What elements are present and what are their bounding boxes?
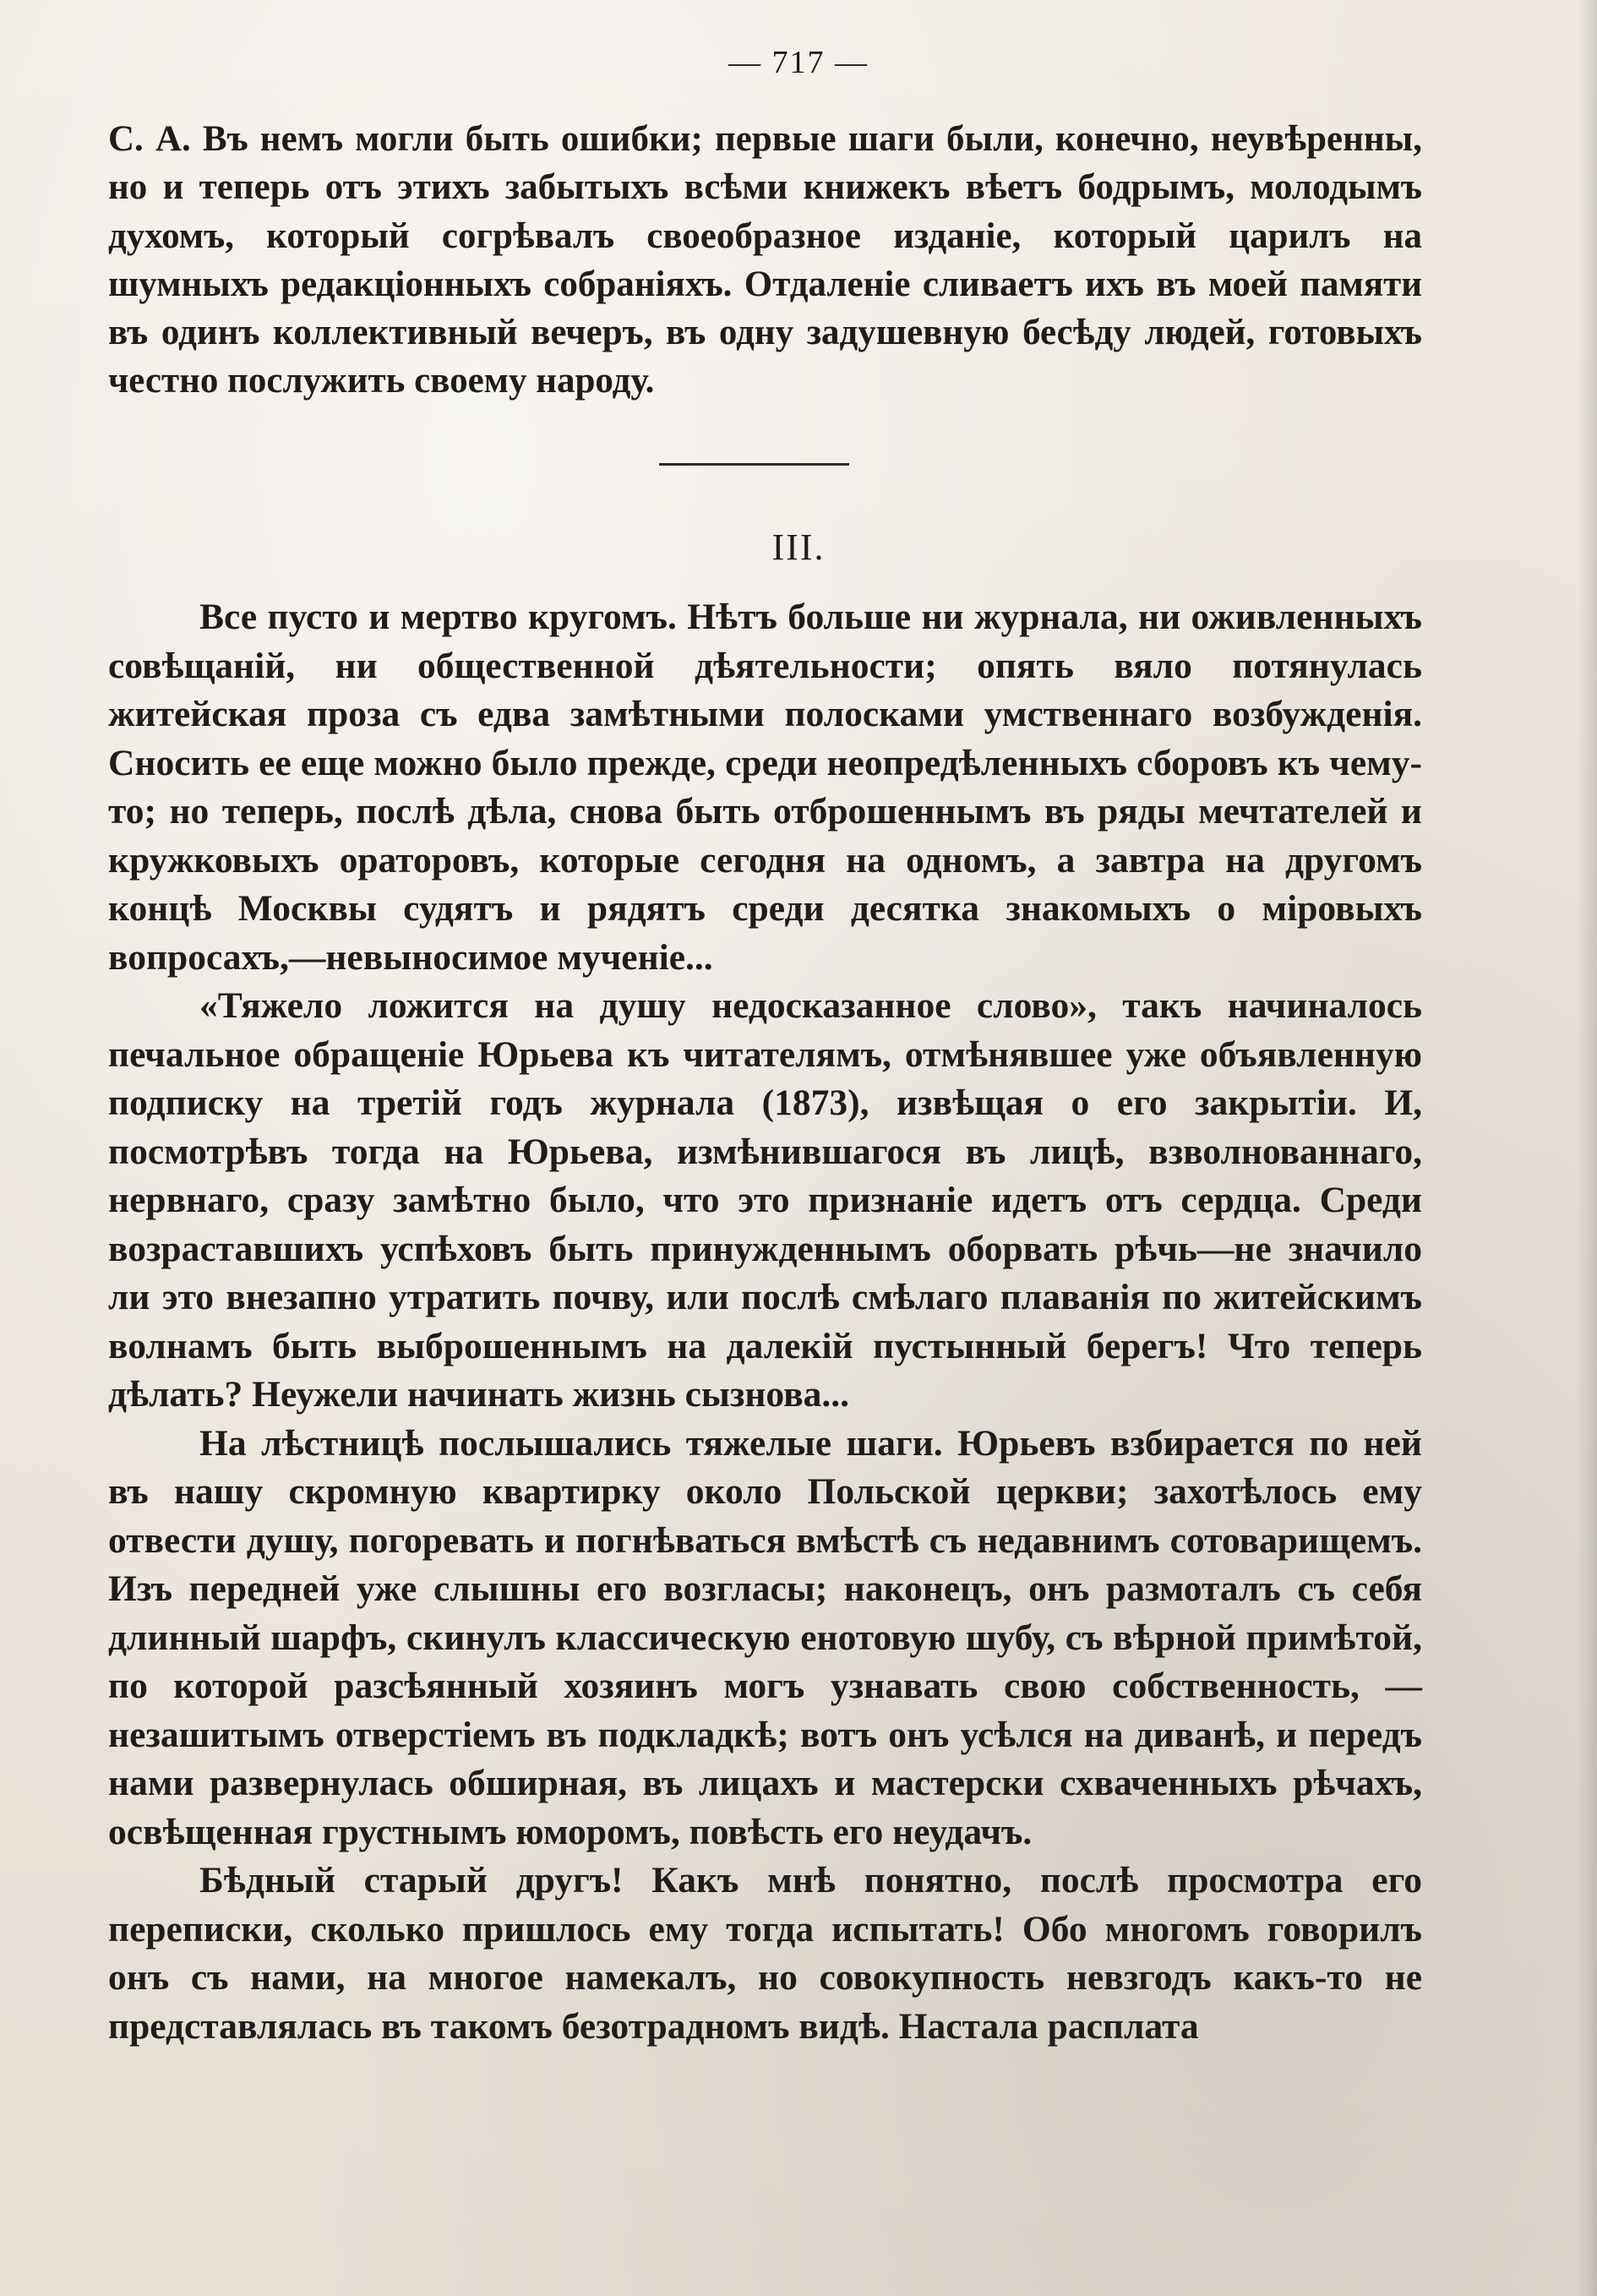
section-heading: III. xyxy=(771,526,826,568)
paragraph-1: Все пусто и мертво кругомъ. Нѣтъ больше ни журнала, ни оживленныхъ совѣщаній, ни общественной дѣятельности; опять вяло потянулась житейская проза съ едва замѣтными полосками умственнаго возбужденія. Сносить ее еще можно было прежде, среди неопредѣленныхъ сборовъ къ чему-то; но теперь, послѣ дѣла, снова быть отброшеннымъ въ ряды мечтателей и кружковыхъ ораторовъ, которые сегодня на одномъ, а завтра на другомъ концѣ Москвы судятъ и рядятъ среди десятка знакомыхъ о міровыхъ вопросахъ,—невыносимое мученіе... xyxy=(108,597,1422,978)
section-divider xyxy=(659,463,849,466)
intro-paragraph: С. А. Въ немъ могли быть ошибки; первые шаги были, конечно, неувѣренны, но и теперь отъ этихъ забытыхъ всѣми книжекъ вѣетъ бодрымъ, молодымъ духомъ, который согрѣвалъ своеобразное изданіе, который царилъ на шумныхъ редакціонныхъ собраніяхъ. Отдаленіе сливаетъ ихъ въ моей памяти въ одинъ коллективный вечеръ, въ одну задушевную бесѣду людей, готовыхъ честно послужить своему народу. xyxy=(108,119,1422,401)
paragraph-4: Бѣдный старый другъ! Какъ мнѣ понятно, послѣ просмотра его переписки, сколько пришлось ему тогда испытать! Обо многомъ говорилъ онъ съ нами, на многое намекалъ, но совокупность невзгодъ какъ-то не представлялась въ такомъ безотрадномъ видѣ. Настала расплата xyxy=(108,1860,1422,2047)
paragraph-3: На лѣстницѣ послышались тяжелые шаги. Юрьевъ взбирается по ней въ нашу скромную квартирку около Польской церкви; захотѣлось ему отвести душу, погоревать и погнѣваться вмѣстѣ съ недавнимъ сотоварищемъ. Изъ передней уже слышны его возгласы; наконецъ, онъ размоталъ съ себя длинный шарфъ, скинулъ классическую енотовую шубу, съ вѣрной примѣтой, по которой разсѣянный хозяинъ могъ узнавать свою собственность, — незашитымъ отверстіемъ въ подкладкѣ; вотъ онъ усѣлся на диванѣ, и передъ нами развернулась обширная, въ лицахъ и мастерски схваченныхъ рѣчахъ, освѣщенная грустнымъ юморомъ, повѣсть его неудачъ. xyxy=(108,1422,1422,1852)
page-number: — 717 — xyxy=(728,45,869,80)
intro-text xyxy=(108,115,1422,406)
main-text xyxy=(108,593,1422,2051)
paragraph-2: «Тяжело ложится на душу недосказанное слово», такъ начиналось печальное обращеніе Юрьева къ читателямъ, отмѣнявшее уже объявленную подписку на третій годъ журнала (1873), извѣщая о его закрытіи. И, посмотрѣвъ тогда на Юрьева, измѣнившагося въ лицѣ, взволнованнаго, нервнаго, сразу замѣтно было, что это признаніе идетъ отъ сердца. Среди возраставшихъ успѣховъ быть принужденнымъ оборвать рѣчь—не значило ли это внезапно утратить почву, или послѣ смѣлаго плаванія по житейскимъ волнамъ быть выброшеннымъ на далекій пустынный берегъ! Что теперь дѣлать? Неужели начинать жизнь сызнова... xyxy=(108,985,1422,1415)
